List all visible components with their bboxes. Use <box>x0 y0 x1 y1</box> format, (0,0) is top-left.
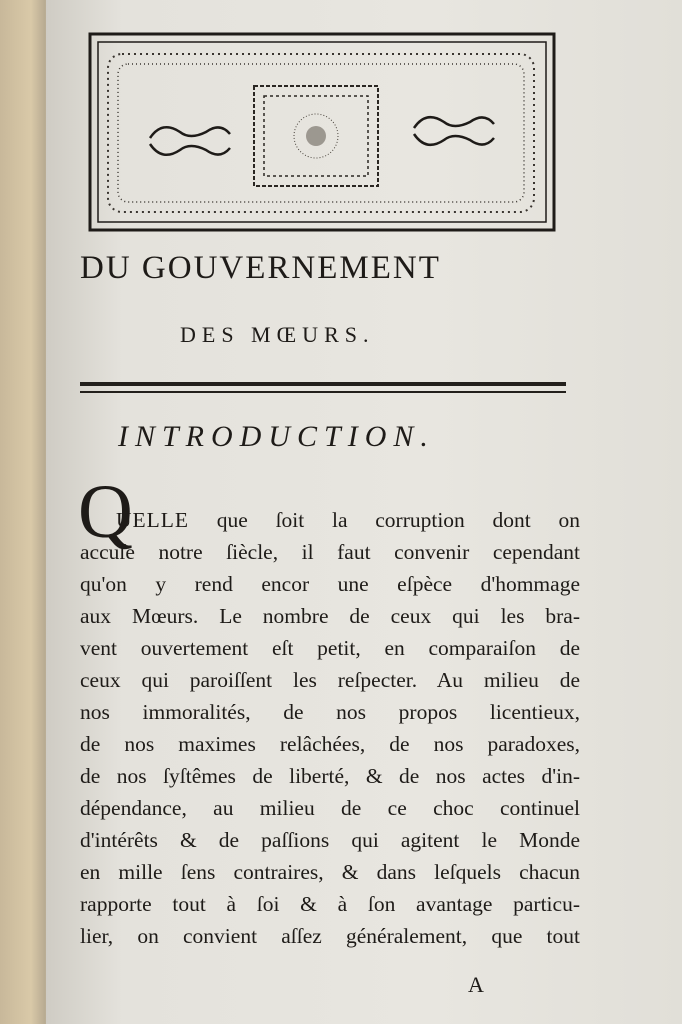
text-line: en mille ſens contraires, & dans leſquels chacun <box>80 860 580 884</box>
text-line: vent ouvertement eſt petit, en comparaiſon de <box>80 636 580 660</box>
divider-rule-thin <box>80 391 566 393</box>
divider-rule <box>80 382 566 386</box>
page-subtitle: DES MŒURS. <box>180 322 375 347</box>
text-line: dépendance, au milieu de ce choc continuel <box>80 796 580 820</box>
text-line: rapporte tout à ſoi & à ſon avantage particu- <box>80 892 580 916</box>
text-line: UELLE que ſoit la corruption dont on <box>116 508 580 532</box>
signature-mark: A <box>468 972 484 997</box>
first-word: UELLE <box>116 508 190 532</box>
page-title: DU GOUVERNEMENT <box>80 250 441 286</box>
ornamental-headpiece <box>88 28 556 234</box>
text-line: accuſe notre ſiècle, il faut convenir cependant <box>80 540 580 564</box>
text-line: ceux qui paroiſſent les reſpecter. Au milieu de <box>80 668 580 692</box>
text-line: d'intérêts & de paſſions qui agitent le Monde <box>80 828 580 852</box>
text-line: lier, on convient aſſez généralement, que tout <box>80 924 580 948</box>
text-line: nos immoralités, de nos propos licentieux, <box>80 700 580 724</box>
section-heading: INTRODUCTION. <box>118 420 435 453</box>
text-line: aux Mœurs. Le nombre de ceux qui les bra- <box>80 604 580 628</box>
text-line: qu'on y rend encor une eſpèce d'hommage <box>80 572 580 596</box>
text-line: de nos ſyſtêmes de liberté, & de nos actes d'in- <box>80 764 580 788</box>
text-line: de nos maximes relâchées, de nos paradoxes, <box>80 732 580 756</box>
body-text <box>80 504 580 952</box>
drop-cap: Q <box>78 470 133 554</box>
